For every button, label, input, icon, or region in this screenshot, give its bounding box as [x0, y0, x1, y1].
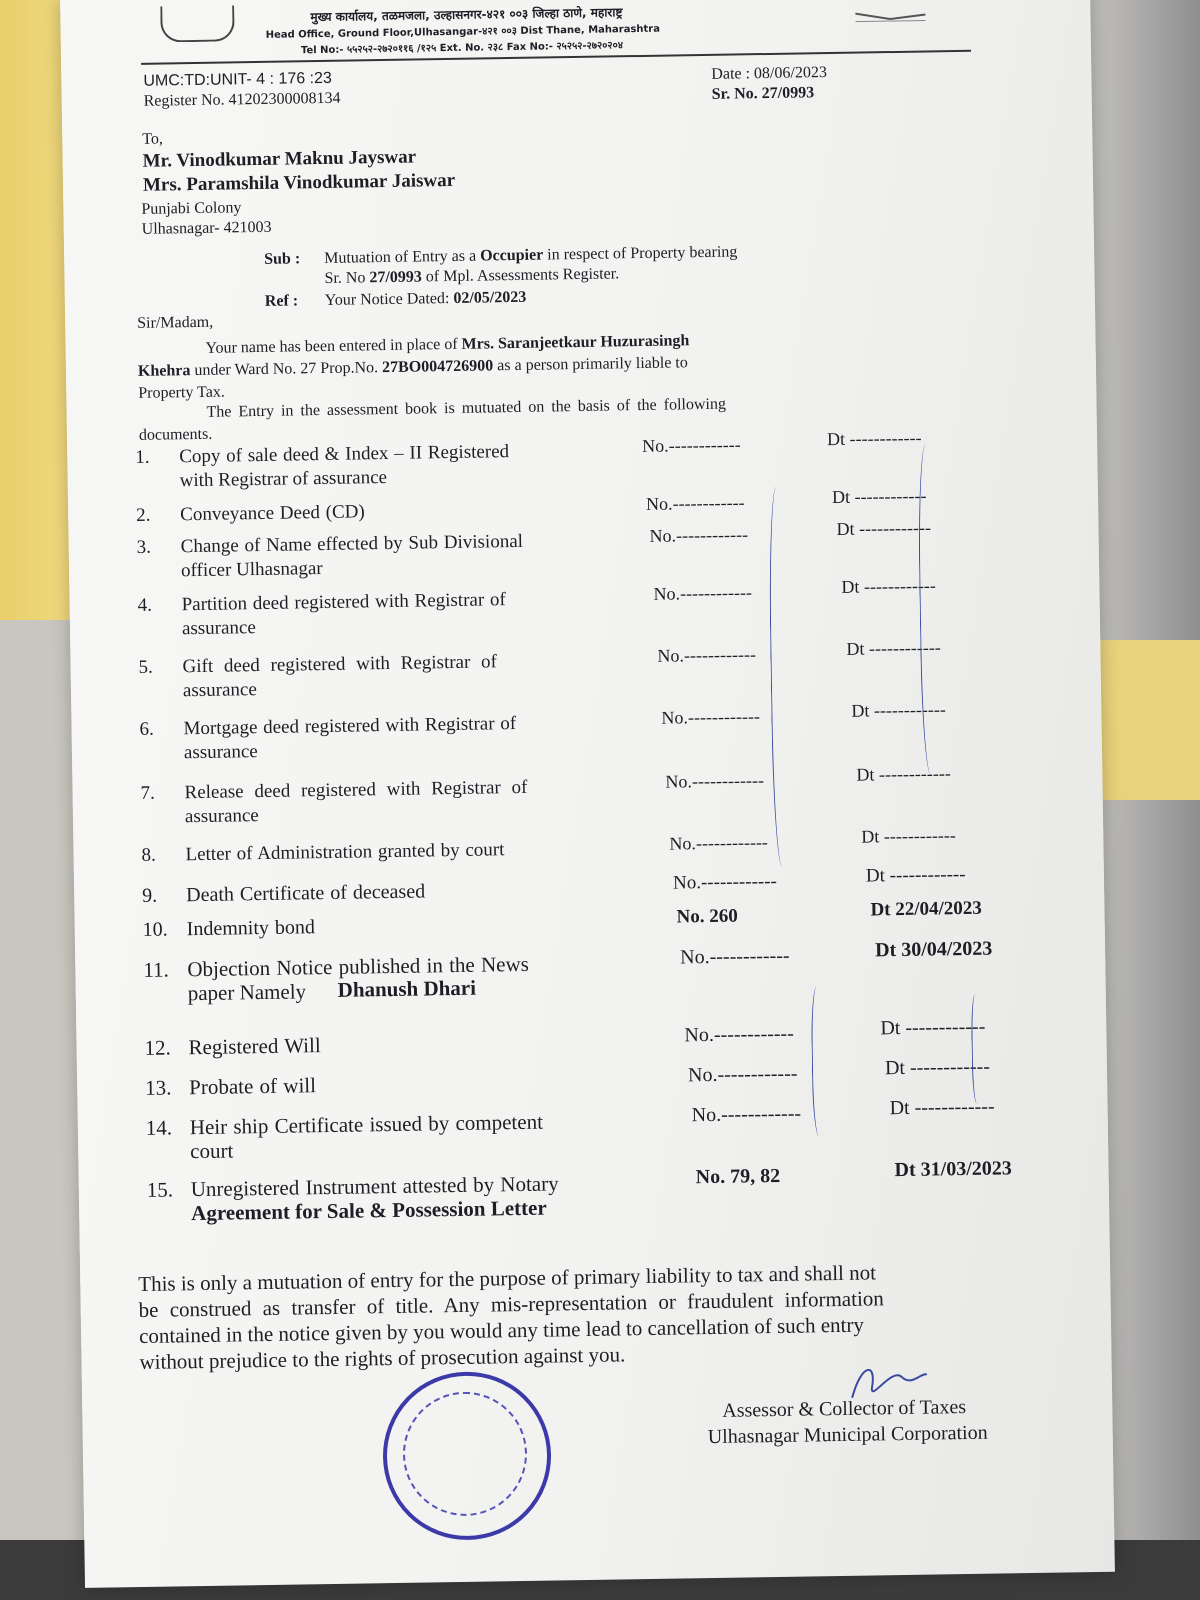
address-line-1: Punjabi Colony: [141, 199, 242, 218]
document-name: Copy of sale deed & Index – II Registered: [179, 441, 510, 468]
document-name: Letter of Administration granted by court: [185, 839, 505, 866]
document-number: 11.: [143, 957, 170, 982]
signatory-title: Assessor & Collector of Taxes: [722, 1396, 967, 1422]
letter-page: [60, 0, 1115, 1588]
document-name: Partition deed registered with Registrar of: [181, 589, 506, 616]
document-name: Mortgage deed registered with Registrar of: [183, 713, 517, 740]
document-number: 14.: [145, 1115, 173, 1140]
body-paragraph-1-line-3: Property Tax.: [138, 383, 225, 402]
document-number: 3.: [136, 536, 152, 558]
salutation: Sir/Madam,: [137, 313, 214, 332]
subject-line-1: Mutuation of Entry as a Occupier in respect of Property bearing: [324, 243, 738, 267]
document-reference-number: No.------------: [680, 944, 790, 969]
yellow-paper-right: [1090, 640, 1200, 800]
document-name: Heir ship Certificate issued by competent: [189, 1109, 544, 1140]
closing-line-2: be construed as transfer of title. Any mis-representation or fraudulent information: [138, 1286, 884, 1323]
document-reference-number: No.------------: [661, 706, 761, 728]
document-name-continued: Agreement for Sale & Possession Letter: [190, 1195, 547, 1226]
document-name-continued: officer Ulhasnagar: [180, 558, 323, 582]
document-number: 8.: [141, 844, 156, 866]
document-number: 4.: [137, 594, 153, 616]
addressee-name-2: Mrs. Paramshila Vinodkumar Jaiswar: [142, 169, 456, 196]
pen-strike-line: [811, 986, 828, 1136]
document-date: Dt ------------: [836, 517, 932, 539]
closing-line-1: This is only a mutuation of entry for the purpose of primary liability to tax and shall not: [138, 1260, 877, 1297]
header-address-line: Head Office, Ground Floor,Ulhasangar-४२१ ००३ Dist Thane, Maharashtra: [265, 23, 661, 41]
document-number: 9.: [142, 884, 158, 907]
document-name: Conveyance Deed (CD): [180, 501, 365, 526]
document-number: 12.: [144, 1035, 171, 1060]
document-reference-number: No.------------: [645, 492, 745, 514]
document-date: Dt ------------: [889, 1095, 995, 1120]
header-marathi-line: मुख्य कार्यालय, तळमजला, उल्हासनगर-४२१ ००३ जिल्हा ठाणे, महाराष्ट्र: [310, 5, 623, 25]
address-to: To,: [142, 130, 164, 148]
document-date: Dt ------------: [880, 1015, 986, 1040]
document-number: 2.: [136, 504, 151, 526]
document-number: 15.: [146, 1177, 174, 1202]
document-date: Dt 31/03/2023: [894, 1157, 1012, 1182]
document-name-continued: with Registrar of assurance: [179, 467, 388, 492]
official-seal-stamp: [382, 1371, 553, 1542]
pen-strike-line: [971, 994, 984, 1104]
document-date: Dt ------------: [856, 763, 951, 785]
corner-logo-icon: [850, 6, 930, 27]
document-date: Dt 22/04/2023: [870, 897, 982, 921]
document-date: Dt ------------: [831, 485, 927, 508]
document-name: Indemnity bond: [186, 916, 316, 941]
document-name-continued: assurance: [182, 679, 257, 702]
document-reference-number: No.------------: [691, 1102, 802, 1127]
signatory-organization: Ulhasnagar Municipal Corporation: [707, 1421, 988, 1449]
letter-date: Date : 08/06/2023: [711, 64, 828, 83]
body-paragraph-2-line-1: The Entry in the assessment book is mutuated on the basis of the following: [206, 395, 727, 421]
document-date: Dt ------------: [861, 825, 956, 847]
document-date: Dt ------------: [884, 1055, 991, 1080]
reference-label: Ref :: [264, 292, 299, 310]
document-reference-number: No. 79, 82: [695, 1164, 781, 1189]
document-number: 6.: [139, 718, 154, 740]
reference-line: Your Notice Dated: 02/05/2023: [324, 288, 527, 309]
closing-line-4: without prejudice to the rights of prosecution against you.: [139, 1342, 626, 1375]
document-number: 13.: [145, 1075, 172, 1100]
document-date: Dt ------------: [826, 427, 922, 450]
document-name-continued: assurance: [184, 805, 259, 828]
document-name: Unregistered Instrument attested by Notary: [190, 1171, 559, 1202]
document-name-continued: assurance: [181, 617, 256, 640]
document-reference-number: No. 260: [676, 905, 738, 928]
document-name: Death Certificate of deceased: [185, 880, 426, 907]
body-paragraph-2-line-2: documents.: [138, 425, 213, 444]
document-reference-number: No.------------: [657, 644, 757, 666]
serial-number: Sr. No. 27/0993: [711, 84, 815, 103]
newspaper-name: Dhanush Dhari: [337, 975, 477, 1002]
document-name: Registered Will: [188, 1033, 321, 1060]
document-date: Dt ------------: [841, 575, 936, 597]
document-name: Objection Notice published in the News: [187, 951, 529, 982]
umc-reference: UMC:TD:UNIT- 4 : 176 :23: [143, 69, 332, 90]
document-reference-number: No.------------: [649, 524, 749, 546]
register-number: Register No. 41202300008134: [143, 89, 341, 110]
document-name: Gift deed registered with Registrar of: [182, 651, 498, 678]
document-name: Change of Name effected by Sub Divisional: [180, 530, 524, 558]
document-date: Dt 30/04/2023: [874, 937, 993, 962]
body-paragraph-1-line-1: Your name has been entered in place of Mrs. Saranjeetkaur Huzurasingh: [205, 332, 690, 357]
document-name-continued: assurance: [183, 741, 258, 764]
document-number: 5.: [138, 656, 154, 678]
subject-line-2: Sr. No 27/0993 of Mpl. Assessments Register.: [324, 265, 620, 287]
document-name: Probate of will: [188, 1073, 317, 1100]
header-contact-line: Tel No:- ५५२५२-२७२०११६ /१२५ Ext. No. २३८ Fax No:- २५२५२-२७२०२०४: [300, 40, 624, 57]
document-reference-number: No.------------: [642, 434, 741, 456]
closing-line-3: contained in the notice given by you would any time lead to cancellation of such entry: [138, 1312, 865, 1349]
document-reference-number: No.------------: [684, 1022, 794, 1047]
document-date: Dt ------------: [865, 863, 966, 887]
document-name-continued: paper Namely: [187, 979, 307, 1006]
document-reference-number: No.------------: [672, 870, 778, 894]
subject-label: Sub :: [264, 250, 301, 268]
address-line-2: Ulhasnagar- 421003: [141, 218, 272, 238]
document-number: 1.: [135, 446, 150, 468]
document-reference-number: No.------------: [653, 582, 753, 604]
pen-strike-line: [768, 487, 795, 867]
document-number: 7.: [140, 782, 155, 804]
addressee-name-1: Mr. Vinodkumar Maknu Jayswar: [142, 146, 417, 172]
document-reference-number: No.------------: [665, 770, 765, 792]
document-number: 10.: [142, 918, 168, 941]
document-reference-number: No.------------: [669, 832, 769, 854]
document-name-continued: court: [190, 1138, 234, 1164]
document-date: Dt ------------: [851, 699, 946, 721]
pen-strike-line: [917, 444, 943, 774]
umc-emblem-icon: [160, 5, 235, 42]
document-date: Dt ------------: [846, 637, 941, 659]
body-paragraph-1-line-2: Khehra under Ward No. 27 Prop.No. 27BO004726900 as a person primarily liable to: [137, 354, 688, 380]
document-reference-number: No.------------: [687, 1062, 798, 1087]
document-name: Release deed registered with Registrar of: [184, 776, 528, 804]
